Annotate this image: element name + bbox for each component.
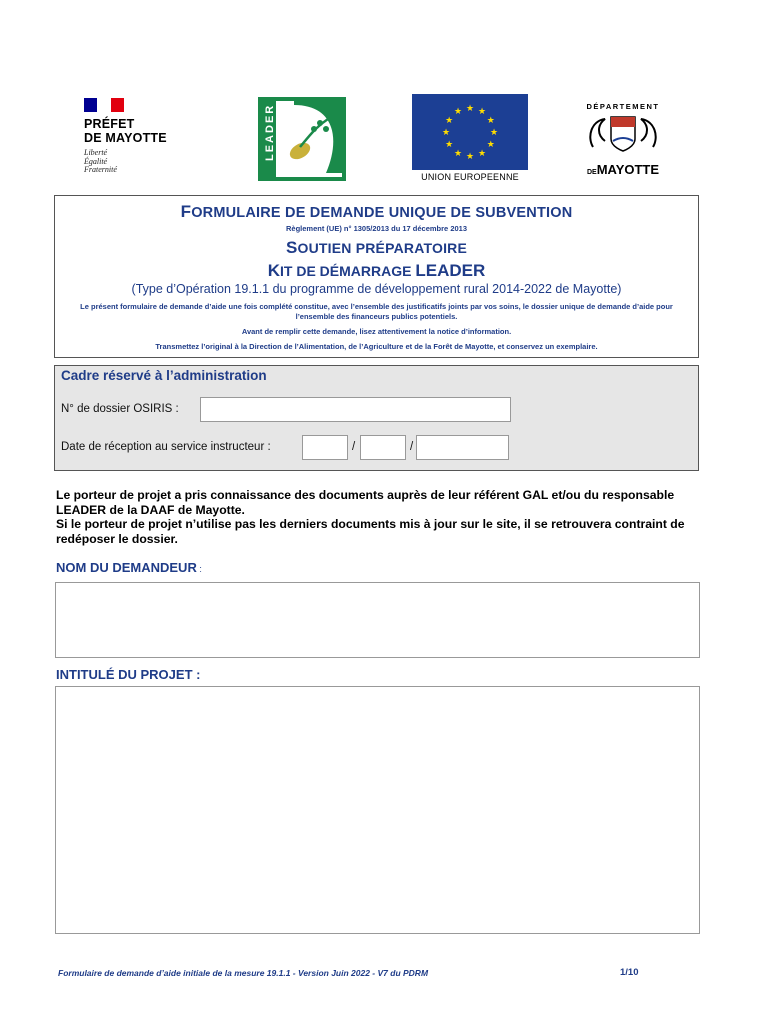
prefet-logo: [84, 98, 194, 178]
date-separator: /: [352, 441, 356, 453]
eu-star-icon: ★: [465, 103, 475, 113]
departement-bottom-text: [578, 162, 668, 177]
nom-demandeur-field[interactable]: [55, 582, 700, 658]
date-day-input[interactable]: [302, 435, 348, 460]
leader-vertical-text: LEADER: [264, 103, 276, 161]
note-lire-notice: Avant de remplir cette demande, lisez attentivement la notice d’information.: [241, 327, 512, 336]
subtitle-kit: [55, 261, 698, 281]
prefet-line2: DE MAYOTTE: [84, 131, 167, 145]
date-reception-label: Date de réception au service instructeur :: [61, 441, 271, 453]
departement-logo: [578, 102, 668, 176]
subtitle2-first: K: [267, 261, 281, 280]
french-flag-icon: [84, 98, 124, 112]
eu-star-icon: ★: [489, 127, 499, 137]
type-operation: (Type d’Opération 19.1.1 du programme de développement rural 2014-2022 de Mayotte): [131, 282, 622, 296]
eu-flag-icon: [412, 94, 528, 170]
form-header-box: [54, 195, 699, 358]
note-dossier-unique: Le présent formulaire de demande d’aide une fois complété constitue, avec l’ensemble des justificatifs joints par vos soins, le dossier unique de demande d’aide pour l’ensemble des financeurs publics potentiels.: [80, 302, 673, 321]
admin-reserved-box: [54, 365, 699, 471]
eu-star-icon: ★: [453, 147, 463, 158]
form-title-rest: ORMULAIRE DE DEMANDE UNIQUE DE SUBVENTION: [191, 205, 573, 221]
subtitle1-first: S: [285, 238, 298, 257]
form-title-first: F: [180, 202, 192, 221]
page-number: 1/10: [620, 967, 639, 978]
osiris-label: N° de dossier OSIRIS :: [61, 403, 179, 415]
form-title: [55, 202, 698, 222]
leader-emblem-icon: [276, 101, 342, 177]
eu-star-icon: ★: [441, 127, 451, 137]
eu-stars: [412, 94, 528, 170]
eu-star-icon: ★: [477, 147, 487, 158]
reglement-text: Règlement (UE) n° 1305/2013 du 17 décembre 2013: [286, 224, 467, 233]
admin-title: Cadre réservé à l’administration: [61, 368, 267, 383]
eu-star-icon: ★: [453, 106, 463, 117]
date-separator: /: [410, 441, 414, 453]
motto-egalite: Égalité: [84, 156, 108, 166]
eu-logo: [412, 94, 528, 184]
departement-prefix: DE: [586, 169, 597, 176]
eu-star-icon: ★: [445, 139, 454, 149]
intro-line2: Si le porteur de projet n’utilise pas les derniers documents mis à jour sur le site, il se retrouvera contraint de redéposer le dossier.: [56, 517, 685, 546]
intitule-projet-heading: INTITULÉ DU PROJET :: [56, 667, 201, 682]
eu-star-icon: ★: [445, 115, 454, 125]
intro-text: [56, 488, 706, 546]
motto-liberte: Liberté: [84, 148, 108, 157]
subtitle1-rest: OUTIEN PRÉPARATOIRE: [297, 240, 468, 256]
eu-star-icon: ★: [477, 106, 487, 117]
leader-logo: [258, 97, 346, 181]
departement-name: MAYOTTE: [596, 162, 660, 177]
departement-top-text: DÉPARTEMENT: [586, 102, 660, 111]
date-month-input[interactable]: [360, 435, 406, 460]
motto-fraternite: Fraternité: [84, 165, 117, 174]
osiris-input[interactable]: [200, 397, 511, 422]
date-year-input[interactable]: [416, 435, 509, 460]
republic-motto: [84, 149, 194, 175]
subtitle2-mid: IT DE DÉMARRAGE: [280, 263, 416, 279]
prefet-title: [84, 117, 194, 145]
eu-star-icon: ★: [486, 139, 495, 149]
nom-demandeur-heading: [56, 560, 202, 575]
subtitle-soutien: [55, 238, 698, 258]
note-transmettez: Transmettez l’original à la Direction de l’Alimentation, de l’Agriculture et de la Forêt de Mayotte, et conservez un exemplaire.: [155, 342, 598, 351]
coat-of-arms-icon: [583, 111, 663, 155]
prefet-line1: PRÉFET: [84, 117, 135, 131]
nom-demandeur-label: NOM DU DEMANDEUR: [56, 560, 197, 575]
nom-demandeur-suffix: :: [196, 564, 202, 574]
leader-panel: [276, 101, 342, 177]
eu-star-icon: ★: [486, 115, 495, 125]
intitule-projet-field[interactable]: [55, 686, 700, 934]
footer-version: Formulaire de demande d’aide initiale de la mesure 19.1.1 - Version Juin 2022 - V7 du PDRM: [58, 968, 429, 978]
subtitle2-end: LEADER: [415, 261, 486, 280]
intro-line1: Le porteur de projet a pris connaissance des documents auprès de leur référent GAL et/ou du responsable LEADER de la DAAF de Mayotte.: [56, 488, 675, 517]
eu-star-icon: ★: [465, 151, 475, 161]
eu-label: UNION EUROPEENNE: [421, 172, 519, 182]
